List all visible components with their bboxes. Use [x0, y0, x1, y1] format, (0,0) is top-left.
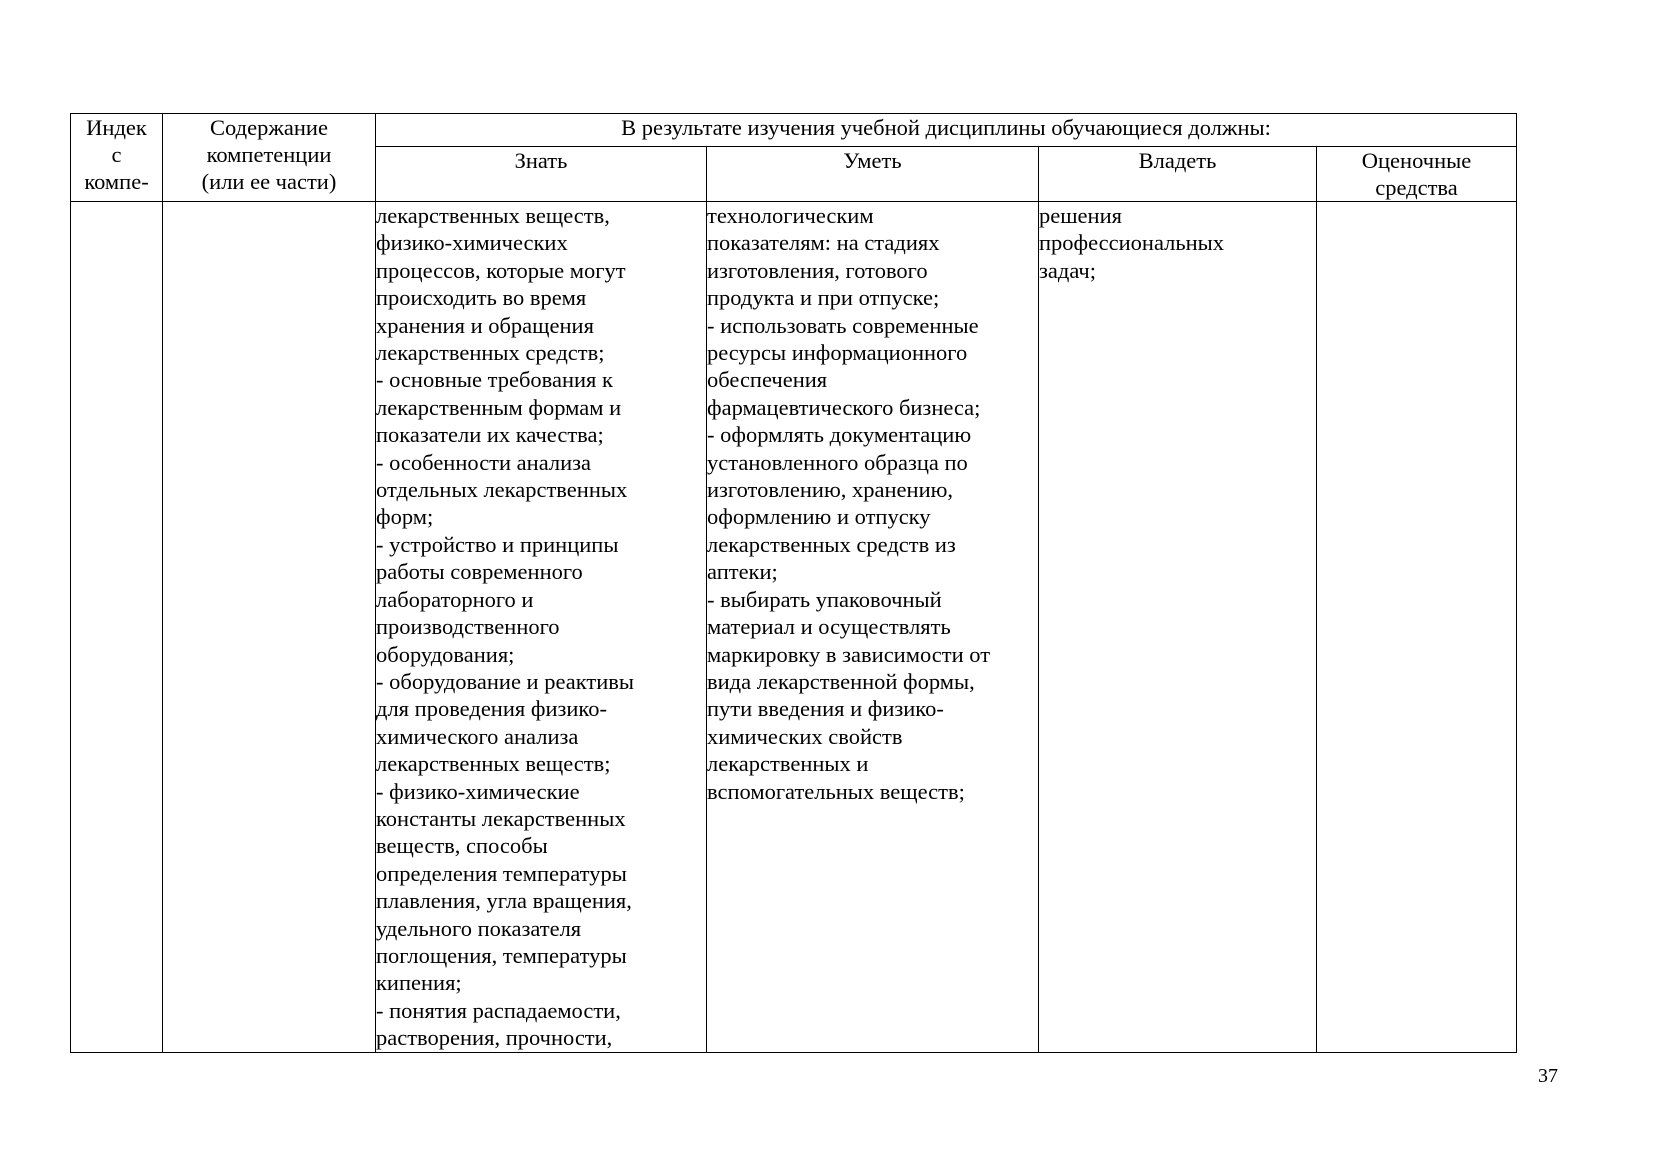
cell-text-line: лекарственным формам и — [376, 394, 622, 420]
cell-text-line: обеспечения — [707, 367, 828, 393]
cell-text-line: оборудования; — [376, 641, 515, 667]
cell-text-line: определения температуры — [376, 860, 627, 886]
cell-text-line: лекарственных веществ; — [376, 751, 611, 777]
cell-assessment-tools — [1317, 202, 1517, 1053]
cell-text-line: плавления, угла вращения, — [376, 888, 632, 914]
cell-text-line: физико-химических — [376, 230, 568, 256]
cell-text-line: задач; — [1039, 257, 1096, 283]
cell-text-line: лекарственных средств из — [707, 531, 956, 557]
cell-text-line: удельного показателя — [376, 915, 582, 941]
cell-text-line: оформлению и отпуску — [707, 504, 931, 530]
cell-text-line: поглощения, температуры — [376, 942, 627, 968]
cell-text-line: показатели их качества; — [376, 422, 604, 448]
cell-competency-content — [163, 202, 376, 1053]
cell-text-line: ресурсы информационного — [707, 340, 968, 366]
cell-text-line: лекарственных и — [707, 751, 869, 777]
cell-text-line: - выбирать упаковочный — [707, 586, 942, 612]
table-row — [71, 202, 1517, 1053]
cell-text-line: веществ, способы — [376, 833, 548, 859]
header-competency-index — [71, 114, 163, 202]
header-know: Знать — [376, 147, 707, 202]
cell-text-line: форм; — [376, 504, 434, 530]
header-index-line: с — [111, 142, 122, 167]
cell-text-line: изготовления, готового — [707, 257, 928, 283]
header-eval-line: Оценочные — [1361, 148, 1472, 173]
table-header-row-1 — [71, 114, 1517, 147]
cell-text-line: отдельных лекарственных — [376, 477, 628, 503]
cell-text-line: маркировку в зависимости от — [707, 641, 991, 667]
cell-text-line: константы лекарственных — [376, 805, 626, 831]
header-content-line: Содержание — [210, 115, 328, 140]
cell-text-line: изготовлению, хранению, — [707, 477, 954, 503]
cell-text-line: лабораторного и — [376, 586, 534, 612]
cell-text-line: растворения, прочности, — [376, 1025, 613, 1051]
cell-text-line: для проведения физико- — [376, 696, 607, 722]
cell-text-line: - устройство и принципы — [376, 531, 619, 557]
cell-know — [376, 202, 707, 1053]
header-be-able: Уметь — [707, 147, 1039, 202]
cell-text-line: - понятия распадаемости, — [376, 997, 621, 1023]
header-learning-results: В результате изучения учебной дисциплины обучающиеся должны: — [376, 114, 1517, 147]
header-content-line: компетенции — [206, 142, 332, 167]
cell-text-line: производственного — [376, 614, 560, 640]
cell-text-line: показателям: на стадиях — [707, 230, 940, 256]
cell-be-able — [707, 202, 1039, 1053]
cell-text-line: химических свойств — [707, 723, 903, 749]
cell-text-line: установленного образца по — [707, 449, 968, 475]
cell-text-line: материал и осуществлять — [707, 614, 951, 640]
cell-text-line: - особенности анализа — [376, 449, 592, 475]
cell-text-line: пути введения и физико- — [707, 696, 944, 722]
cell-text-line: хранения и обращения — [376, 312, 594, 338]
cell-text-line: работы современного — [376, 559, 583, 585]
cell-text-line: - оформлять документацию — [707, 422, 972, 448]
header-eval-line: средства — [1375, 175, 1458, 200]
page-number: 37 — [1538, 1065, 1558, 1087]
cell-text-line: профессиональных — [1039, 230, 1225, 256]
cell-possess — [1039, 202, 1317, 1053]
header-index-line: Индек — [86, 115, 147, 140]
cell-text-line: аптеки; — [707, 559, 778, 585]
cell-text-line: вида лекарственной формы, — [707, 668, 975, 694]
header-content-line: (или ее части) — [201, 169, 337, 194]
cell-text-line: решения — [1039, 203, 1122, 228]
cell-text-line: технологическим — [707, 203, 874, 228]
cell-text-line: продукта и при отпуске; — [707, 285, 940, 311]
cell-text-line: фармацевтического бизнеса; — [707, 394, 981, 420]
header-assessment-tools — [1317, 147, 1517, 202]
cell-text-line: лекарственных средств; — [376, 340, 605, 366]
cell-text-line: происходить во время — [376, 285, 587, 311]
cell-text-line: вспомогательных веществ; — [707, 778, 965, 804]
cell-text-line: кипения; — [376, 970, 462, 996]
header-index-line: компе- — [84, 169, 149, 194]
header-possess: Владеть — [1039, 147, 1317, 202]
cell-text-line: химического анализа — [376, 723, 579, 749]
cell-text-line: лекарственных веществ, — [376, 203, 610, 228]
competency-table — [70, 113, 1517, 1053]
cell-competency-index — [71, 202, 163, 1053]
header-competency-content — [163, 114, 376, 202]
cell-text-line: процессов, которые могут — [376, 257, 626, 283]
cell-text-line: - оборудование и реактивы — [376, 668, 634, 694]
cell-text-line: - физико-химические — [376, 778, 580, 804]
cell-text-line: - основные требования к — [376, 367, 613, 393]
cell-text-line: - использовать современные — [707, 312, 979, 338]
